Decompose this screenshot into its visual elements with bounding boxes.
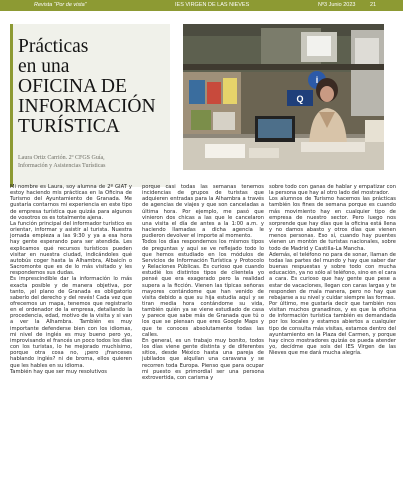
office-photo-drawing bbox=[183, 24, 384, 170]
title-block bbox=[10, 24, 170, 187]
paragraph: En general, es un trabajo muy bonito, todos los días viene gente distinta y de diferentes sitios, desde México hasta una pareja de jubilados que alquilan una caravana y se recorren toda Europa. Pienso que para ocupar mi puesto es primordial ser una persona extrovertida, con carisma y bbox=[142, 337, 264, 381]
paragraph: También hay que ser muy resolutivos bbox=[10, 368, 107, 375]
paragraph: porque casi todas las semanas tenemos incidencias de grupos de turistas que adquieren entradas para la Alhambra a través de agencias de viajes y que son canceladas a última hora. Por ejemplo, me pasó que vinieron dos chicas a las que le cancelaron una visita el día de antes a la 1:00 a.m. y haciendo llamadas a dicha agencia le pudieron devolver el importe al momento. bbox=[142, 184, 264, 240]
paragraph: Por último, me gustaría decir que también nos visitan muchos granadinos, y es que la oficina de información turística también es demandada por los locales y estamos abiertos a cualquier tipo de consulta más visitas, estamos dentro del ayuntamiento en la Plaza del Carmen, y porque hay cinco mostradores quizás os pueda atender yo, decídme que sois del IES Virgen de las Nieves que me dará mucha alegría. bbox=[269, 300, 396, 357]
paragraph: Los alumnos de Turismo hacemos las prácticas también los fines de semana porque es cuando más movimiento hay en cualquier tipo de empresa de nuestro sector. Pero luego nos sorprende que hay días que la oficina está llena y no damos abasto y otros días que vienen menos personas. Eso sí, cuando hay puentes vienen un montón de turistas nacionales, sobre todo de Madrid y Castilla-La Mancha. bbox=[269, 196, 396, 252]
paragraph: sobre todo con ganas de hablar y empatizar con la persona que hay al otro lado del mostrador. bbox=[269, 184, 396, 197]
magazine-name: Revista “Por de vista” bbox=[34, 2, 87, 8]
paragraph: Mi nombre es Laura, soy alumna de 2º GIAT y estoy haciendo mis prácticas en la Oficina de Turismo del Ayuntamiento de Granada. Me gustaría contarnos mi experiencia en este tipo de empresa turística que quizás para algunos de vosotros os es totalmente ajena. bbox=[10, 184, 132, 221]
text-column-3 bbox=[269, 184, 396, 356]
paragraph: Es imprescindible dar la información lo más exacta posible y de manera objetiva, por tanto, ¡el plano de Granada es obligatorio saberlo del derecho y del revés! Cada vez que ofrecemos un mapa, tenemos que registrarlo en el ordenador de la empresa, detallando la procedencia, edad, motivo de la visita y si van a ver la Alhambra. También es muy importante defenderse bien con los idiomas, mi nivel de inglés es muy bueno pero yo, improvisando el francés un poco todos los días con los turistas, lo he mejorado muchísimo, porque otra cosa no, ¡pero ¡franceses hablando inglés? ni de broma, ellos quieren que les hables en su idioma. bbox=[10, 276, 132, 369]
author-line: Información y Asistencias Turísticas bbox=[18, 162, 106, 169]
text-column-1 bbox=[10, 184, 132, 375]
title-line: Prácticas bbox=[18, 36, 89, 57]
page-number: 21 bbox=[370, 2, 377, 8]
issue-number: Nº3 Junio 2023 bbox=[318, 2, 356, 8]
article-title bbox=[18, 37, 176, 137]
office-photo bbox=[183, 24, 384, 170]
title-line: en una bbox=[18, 56, 70, 77]
text-column-2 bbox=[142, 184, 264, 381]
info-sign-label: i bbox=[315, 75, 319, 85]
school-name: IES VIRGEN DE LAS NIEVES bbox=[175, 2, 250, 8]
author-byline bbox=[18, 155, 168, 170]
paragraph: La función principal del informador turístico es orientar, informar y asistir al turista. Nuestra jornada empieza a las 9:30 y ya a esa hora hay gente esperando para ser atendida. Les explicamos qué recursos turísticos pueden visitar en nuestra ciudad, indicándoles qué autobús coger hasta la Alhambra, Albaicín o Sacromonte que es de lo más visitado y les respondemos sus dudas. bbox=[10, 220, 132, 277]
author-line: Laura Ortiz Carrión. 2º CFGS Guía, bbox=[18, 155, 105, 161]
page-header bbox=[0, 0, 403, 11]
title-line: TURÍSTICA bbox=[18, 116, 120, 137]
quality-sign-label: Q bbox=[296, 94, 304, 104]
paragraph: Además, el teléfono no para de sonar, llaman de todas las partes del mundo y hay que saber dar buenas respuestas y sobre todo con mucha educación, ya no sólo al teléfono, sino en el cara a cara. Es curioso que hay gente que pese a estar de vacaciones, llegan con caras largas y te responden de mala manera, pero no hay que rebajarse a su nivel y cuidar siempre las formas. bbox=[269, 251, 396, 301]
title-line: OFICINA DE bbox=[18, 76, 127, 97]
paragraph: Todos los días respondemos los mismos tipos de preguntas y aquí se ve reflejado todo lo que hemos estudiado en los módulos de Servicios de Información Turística y Protocolo y Relaciones Públicas. Es curioso que cuando estudié los distintos tipos de clientela yo pensé que era exagerado pero la realidad supera a la ficción. Vienen las típicas señoras mayores contándome que han venido de visita debido a que su hija estudia aquí y se tiran media hora contándome su vida, también quién ya se viene estudiado de casa y parece que sabe más de Granada que tú o los que se piensan que eres Google Maps y que te conoces absolutamente todas las calles. bbox=[142, 239, 264, 338]
title-line: INFORMACIÓN bbox=[18, 96, 156, 117]
